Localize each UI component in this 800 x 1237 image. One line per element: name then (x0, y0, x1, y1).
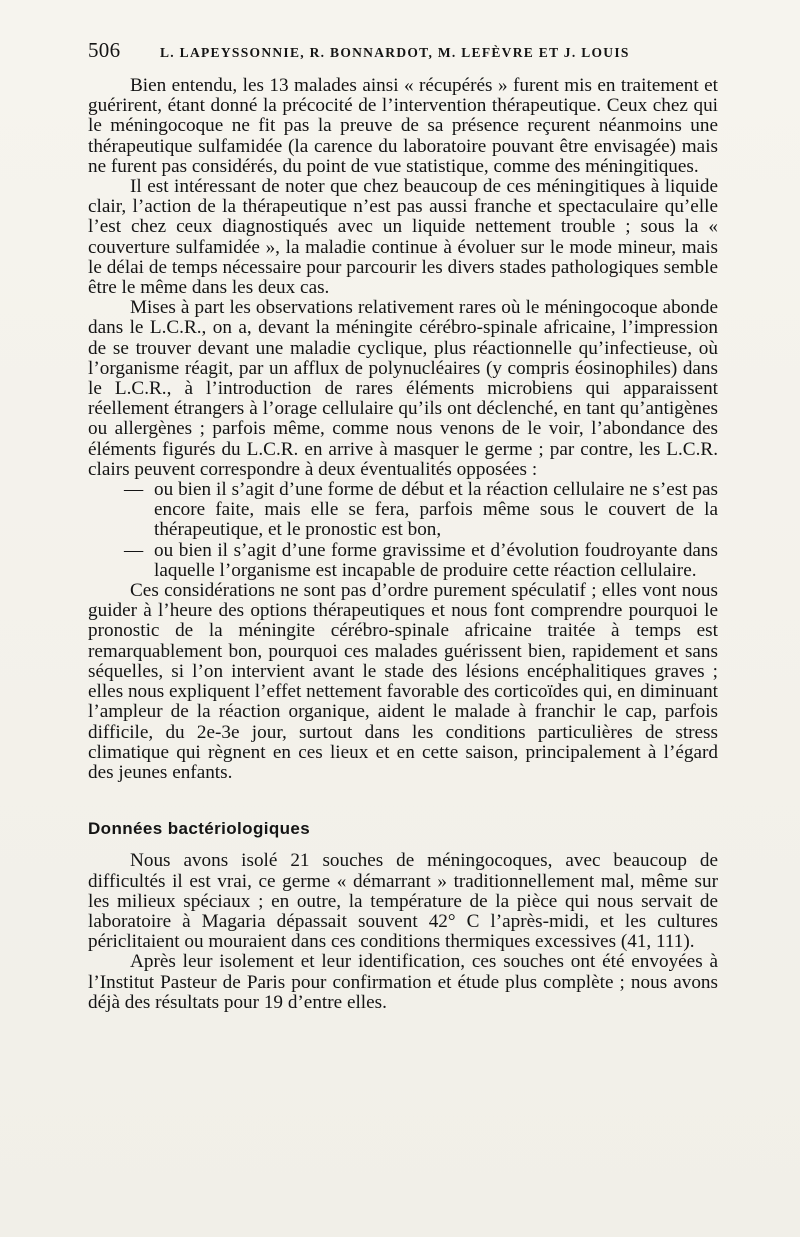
dash-list (88, 480, 718, 581)
paragraph: Nous avons isolé 21 souches de méningocoques, avec beaucoup de difficultés il est vrai, ce germe « démarrant » traditionnellement mal, même sur les milieux spéciaux ; en outre, la température de la pièce qui nous servait de laboratoire à Magaria dépassait souvent 42° C l’après-midi, et les cultures périclitaient ou mouraient dans ces conditions thermiques excessives (41, 111). (88, 850, 718, 953)
paragraph: Ces considérations ne sont pas d’ordre purement spéculatif ; elles vont nous guider à l’heure des options thérapeutiques et nous font comprendre pourquoi le pronostic de la méningite cérébro-spinale africaine traitée à temps est remarquablement bon, pourquoi ces malades guérissent bien, rapidement et sans séquelles, si l’on intervient avant le stade des lésions encéphalitiques graves ; elles nous expliquent l’effet nettement favorable des corticoïdes qui, en diminuant l’ampleur de la réaction organique, aident le malade à franchir le cap, parfois difficile, du 2e-3e jour, surtout dans les conditions particulières de stress climatique qui règnent en ces lieux et en cette saison, principalement à l’égard des jeunes enfants. (88, 580, 718, 783)
section-heading: Données bactériologiques (88, 819, 311, 839)
body-text (88, 76, 718, 1013)
list-item (88, 541, 718, 581)
list-item-text: ou bien il s’agit d’une forme gravissime et d’évolution foudroyante dans laquelle l’organisme est incapable de produire cette réaction cellulaire. (154, 539, 718, 581)
paragraph: Après leur isolement et leur identification, ces souches ont été envoyées à l’Institut Pasteur de Paris pour confirmation et étude plus complète ; nous avons déjà des résultats pour 19 d’entre elles. (88, 951, 718, 1013)
paragraph: Bien entendu, les 13 malades ainsi « récupérés » furent mis en traitement et guérirent, étant donné la précocité de l’intervention thérapeutique. Ceux chez qui le méningocoque ne fit pas la preuve de sa présence reçurent néanmoins une thérapeutique sulfamidée (la carence du laboratoire pouvant être envisagée) mais ne furent pas considérés, du point de vue statistique, comme des méningitiques. (88, 75, 718, 177)
running-header (88, 38, 718, 74)
page-number: 506 (88, 38, 121, 62)
dash-bullet: — (124, 539, 144, 561)
list-item-text: ou bien il s’agit d’une forme de début et la réaction cellulaire ne s’est pas encore faite, mais elle se fera, parfois même sous le couvert de la thérapeutique, et le pronostic est bon, (154, 479, 718, 541)
paragraph: Mises à part les observations relativement rares où le méningocoque abonde dans le L.C.R., on a, devant la méningite cérébro-spinale africaine, l’impression de se trouver devant une maladie cyclique, plus réactionnelle qu’infectieuse, où l’organisme réagit, par un afflux de polynucléaires (y compris éosinophiles) dans le L.C.R., à l’introduction de rares éléments microbiens qui apparaissent réellement étrangers à l’orage cellulaire qu’ils ont déclenché, en tant qu’antigènes ou allergènes ; parfois même, comme nous venons de le voir, l’abondance des éléments figurés du L.C.R. en arrive à masquer le germe ; par contre, les L.C.R. clairs peuvent correspondre à deux éventualités opposées : (88, 297, 718, 480)
header-authors: L. LAPEYSSONNIE, R. BONNARDOT, M. LEFÈVRE ET J. LOUIS (160, 45, 630, 60)
paragraph: Il est intéressant de noter que chez beaucoup de ces méningitiques à liquide clair, l’action de la thérapeutique n’est pas aussi franche et spectaculaire qu’elle l’est chez ceux diagnostiqués avec un liquide nettement trouble ; sous la « couverture sulfamidée », la maladie continue à évoluer sur le mode mineur, mais le délai de temps nécessaire pour parcourir les divers stades pathologiques semble être le même dans les deux cas. (88, 176, 718, 299)
list-item (88, 480, 718, 541)
dash-bullet: — (124, 479, 144, 501)
